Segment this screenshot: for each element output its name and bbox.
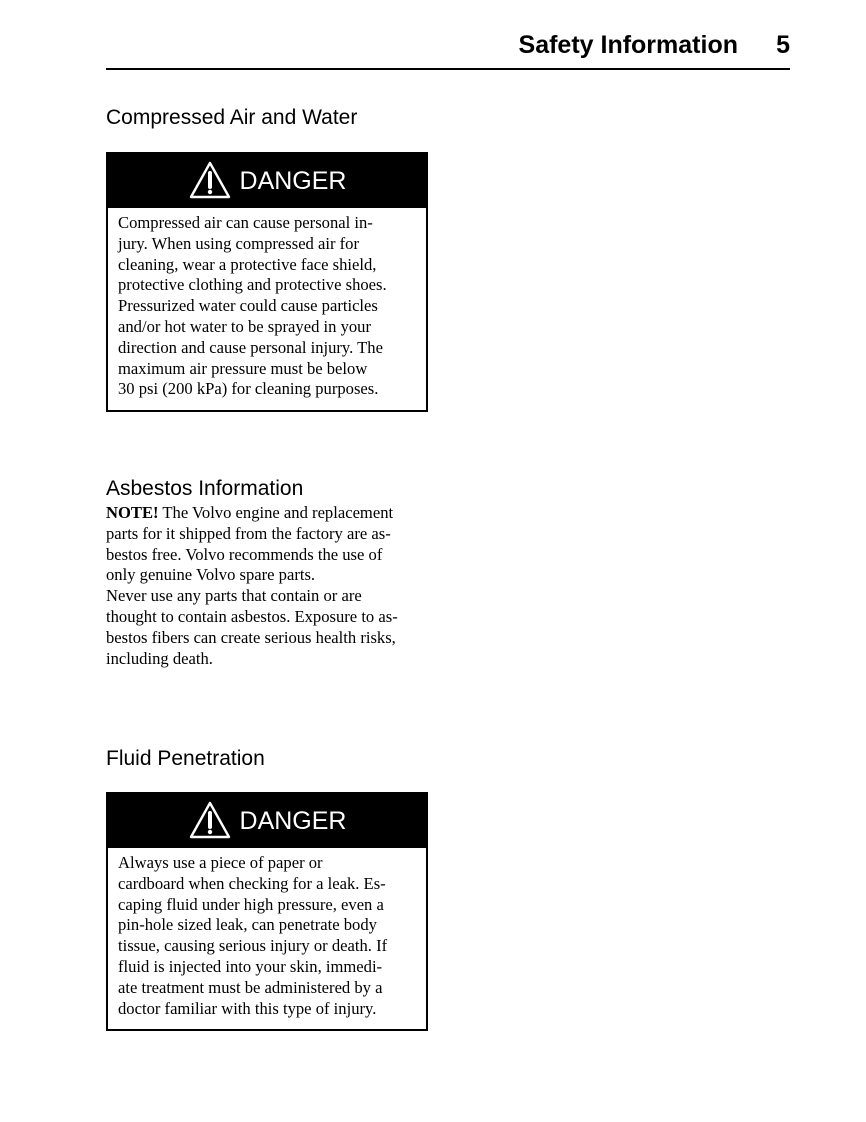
text-line: cleaning, wear a protective face shield,	[118, 254, 377, 274]
text-line: thought to contain asbestos. Exposure to as-	[106, 606, 398, 626]
asbestos-text	[106, 503, 436, 669]
section-heading-compressed-air: Compressed Air and Water	[106, 106, 358, 129]
danger-label: DANGER	[239, 167, 347, 195]
text-line: Never use any parts that contain or are	[106, 586, 362, 606]
text-line: 30 psi (200 kPa) for cleaning purposes.	[118, 379, 379, 399]
text-line: including death.	[106, 648, 213, 668]
danger-banner	[108, 794, 426, 848]
text-line: bestos fibers can create serious health risks,	[106, 627, 396, 647]
text-line: cardboard when checking for a leak. Es-	[118, 873, 386, 893]
page-header	[106, 28, 790, 70]
danger-banner	[108, 154, 426, 208]
text-line: doctor familiar with this type of injury.	[118, 998, 377, 1018]
text-line: parts for it shipped from the factory are as-	[106, 523, 391, 543]
text-line: Pressurized water could cause particles	[118, 296, 378, 316]
text-line: jury. When using compressed air for	[118, 233, 360, 253]
text-line: direction and cause personal injury. The	[118, 337, 383, 357]
danger-label: DANGER	[239, 807, 347, 835]
section-heading-fluid-penetration: Fluid Penetration	[106, 747, 265, 770]
page-number: 5	[776, 31, 790, 59]
danger-box-compressed-air	[106, 152, 428, 412]
text-line	[106, 503, 436, 524]
text-line: fluid is injected into your skin, immedi-	[118, 956, 383, 976]
header-title: Safety Information	[518, 31, 738, 59]
text-line: only genuine Volvo spare parts.	[106, 565, 316, 585]
warning-triangle-exclamation-icon	[188, 800, 232, 840]
text-line: ate treatment must be administered by a	[118, 977, 383, 997]
text-line: protective clothing and protective shoes.	[118, 275, 387, 295]
text-line: and/or hot water to be sprayed in your	[118, 316, 371, 336]
text-line: Compressed air can cause personal in-	[118, 213, 373, 232]
danger-text	[108, 848, 426, 1029]
text-line: maximum air pressure must be below	[118, 358, 368, 378]
text-line: caping fluid under high pressure, even a	[118, 894, 384, 914]
text-line: bestos free. Volvo recommends the use of	[106, 544, 383, 564]
text-line: tissue, causing serious injury or death. If	[118, 936, 388, 956]
note-text: The Volvo engine and replacement	[158, 503, 394, 522]
text-line: Always use a piece of paper or	[118, 853, 323, 872]
text-line: pin-hole sized leak, can penetrate body	[118, 915, 377, 935]
danger-text	[108, 208, 426, 410]
warning-triangle-exclamation-icon	[188, 160, 232, 200]
danger-box-fluid-penetration	[106, 792, 428, 1031]
note-label: NOTE!	[106, 503, 159, 522]
section-heading-asbestos: Asbestos Information	[106, 477, 304, 500]
